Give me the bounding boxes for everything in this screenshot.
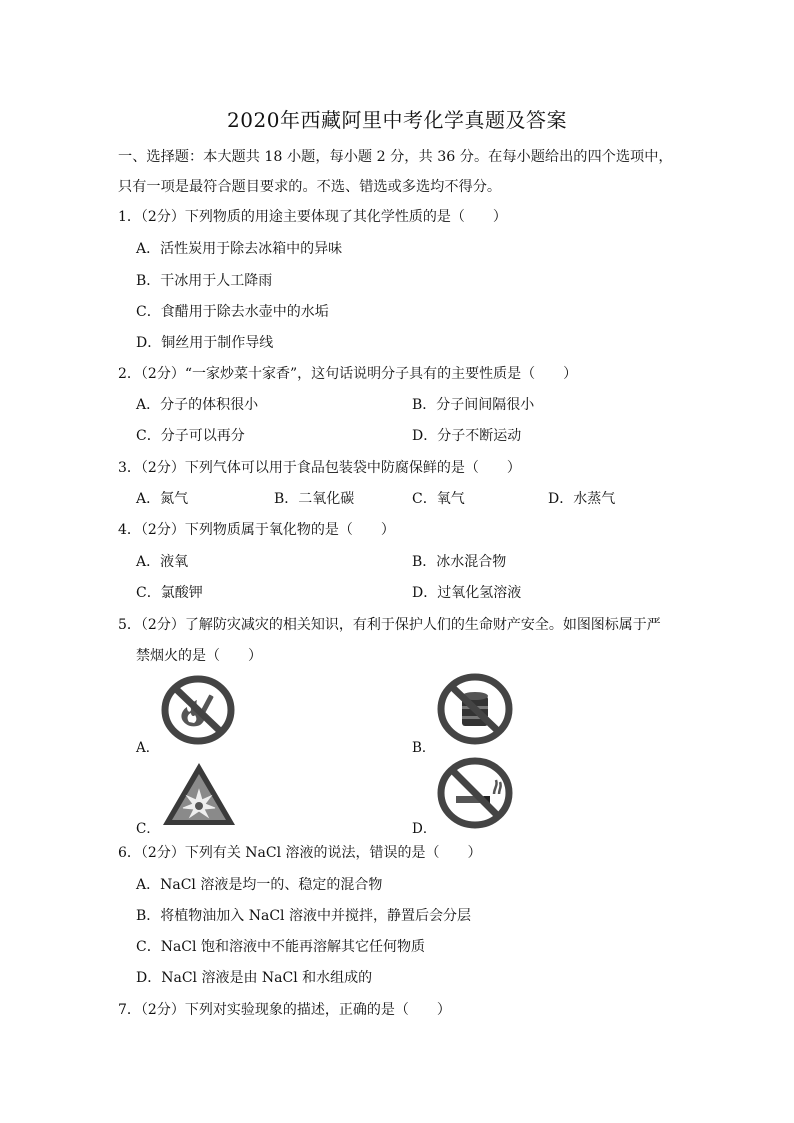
q6-option-a: A．NaCl 溶液是均一的、稳定的混合物 — [136, 877, 383, 893]
no-barrel-sign-icon — [436, 672, 514, 746]
q4-option-a: A．液氧 — [136, 554, 189, 570]
question-4-stem: 4．（2分）下列物质属于氧化物的是（ ） — [118, 522, 395, 538]
q1-option-c: C．食醋用于除去水壶中的水垢 — [136, 304, 329, 320]
q3-option-a: A．氮气 — [136, 491, 189, 507]
q1-option-d: D．铜丝用于制作导线 — [136, 335, 274, 351]
question-1-stem: 1．（2分）下列物质的用途主要体现了其化学性质的是（ ） — [118, 209, 507, 225]
question-5-stem-line1: 5．（2分）了解防灾减灾的相关知识，有利于保护人们的生命财产安全。如图图标属于严 — [118, 617, 661, 633]
q6-option-b: B．将植物油加入 NaCl 溶液中并搅拌，静置后会分层 — [136, 908, 471, 924]
no-smoking-sign-icon — [436, 756, 514, 830]
question-5-stem-line2: 禁烟火的是（ ） — [136, 648, 262, 664]
page-title: 2020年西藏阿里中考化学真题及答案 — [227, 108, 567, 132]
q1-option-b: B．干冰用于人工降雨 — [136, 273, 273, 289]
q4-option-d: D．过氧化氢溶液 — [412, 585, 522, 601]
question-3-stem: 3．（2分）下列气体可以用于食品包装袋中防腐保鲜的是（ ） — [118, 460, 521, 476]
q5-option-c: C． — [136, 821, 160, 837]
q5-option-a: A． — [136, 740, 160, 756]
question-7-stem: 7．（2分）下列对实验现象的描述，正确的是（ ） — [118, 1002, 451, 1018]
q4-option-c: C．氯酸钾 — [136, 585, 203, 601]
q3-option-c: C．氧气 — [412, 491, 465, 507]
q5-option-d: D． — [412, 821, 437, 837]
q2-option-a: A．分子的体积很小 — [136, 397, 259, 413]
question-6-stem: 6．（2分）下列有关 NaCl 溶液的说法，错误的是（ ） — [118, 845, 482, 861]
q6-option-d: D．NaCl 溶液是由 NaCl 和水组成的 — [136, 970, 373, 986]
q6-option-c: C．NaCl 饱和溶液中不能再溶解其它任何物质 — [136, 939, 425, 955]
q2-option-d: D．分子不断运动 — [412, 428, 522, 444]
q3-option-b: B．二氧化碳 — [274, 491, 355, 507]
q1-option-a: A．活性炭用于除去冰箱中的异味 — [136, 241, 343, 257]
q5-option-b: B． — [412, 740, 436, 756]
q3-option-d: D．水蒸气 — [548, 491, 616, 507]
q4-option-b: B．冰水混合物 — [412, 554, 507, 570]
explosive-warning-icon — [160, 760, 238, 828]
section-intro: 一、选择题：本大题共 18 小题，每小题 2 分，共 36 分。在每小题给出的四个选项中，只有一项是最符合题目要求的。不选、错选或多选均不得分。 — [118, 149, 673, 195]
q2-option-b: B．分子间间隔很小 — [412, 397, 535, 413]
q2-option-c: C．分子可以再分 — [136, 428, 245, 444]
no-fire-sign-icon — [160, 674, 236, 746]
question-2-stem: 2．（2分）“一家炒菜十家香”，这句话说明分子具有的主要性质是（ ） — [118, 366, 578, 382]
